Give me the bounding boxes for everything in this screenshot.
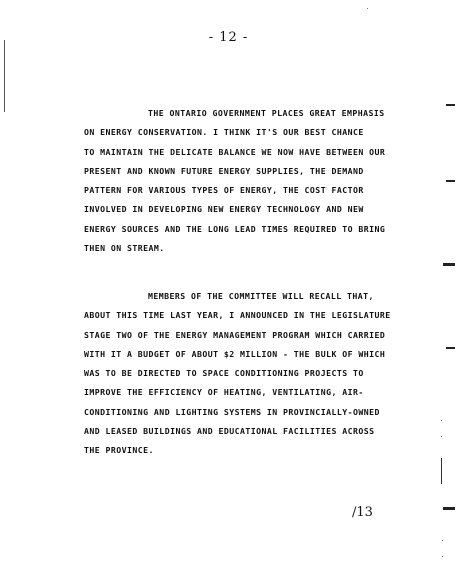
page-number: - 12 - [208, 30, 249, 45]
text-line: WITH IT A BUDGET OF ABOUT $2 MILLION - THE BULK OF WHICH [84, 348, 386, 359]
margin-tick-mark [446, 347, 455, 349]
text-line: MEMBERS OF THE COMMITTEE WILL RECALL THAT, [148, 291, 374, 301]
margin-tick-mark [443, 507, 455, 510]
text-line: ABOUT THIS TIME LAST YEAR, I ANNOUNCED IN THE LEGISLATURE [84, 310, 391, 321]
left-edge-line [4, 40, 5, 112]
text-line: INVOLVED IN DEVELOPING NEW ENERGY TECHNOLOGY AND NEW [84, 204, 364, 215]
scan-speck [441, 420, 442, 421]
text-line: ON ENERGY CONSERVATION. I THINK IT'S OUR BEST CHANCE [84, 127, 364, 138]
text-line: AND LEASED BUILDINGS AND EDUCATIONAL FACILITIES ACROSS [84, 426, 375, 437]
paragraph-energy-conservation [84, 104, 414, 258]
continuation-marker: /13 [352, 505, 373, 520]
margin-tick-mark [446, 180, 455, 182]
scan-speck [442, 556, 443, 557]
text-line: PRESENT AND KNOWN FUTURE ENERGY SUPPLIES, THE DEMAND [84, 165, 364, 176]
margin-tick-mark [446, 104, 455, 106]
text-line: PATTERN FOR VARIOUS TYPES OF ENERGY, THE COST FACTOR [84, 185, 364, 196]
text-line: WAS TO BE DIRECTED TO SPACE CONDITIONING PROJECTS TO [84, 368, 364, 379]
text-line: THE PROVINCE. [84, 445, 154, 456]
text-line: TO MAINTAIN THE DELICATE BALANCE WE NOW HAVE BETWEEN OUR [84, 146, 386, 157]
scan-speck [442, 540, 443, 541]
text-line: THE ONTARIO GOVERNMENT PLACES GREAT EMPHASIS [148, 108, 385, 118]
margin-tick-mark [443, 263, 455, 266]
text-line: ENERGY SOURCES AND THE LONG LEAD TIMES REQUIRED TO BRING [84, 223, 386, 234]
text-line: THEN ON STREAM. [84, 243, 165, 254]
paragraph-energy-management-program [84, 287, 414, 461]
margin-scan-line [441, 458, 442, 484]
text-line: STAGE TWO OF THE ENERGY MANAGEMENT PROGRAM WHICH CARRIED [84, 329, 386, 340]
scan-speck [367, 8, 368, 9]
text-line: CONDITIONING AND LIGHTING SYSTEMS IN PROVINCIALLY-OWNED [84, 406, 380, 417]
scan-speck [441, 436, 442, 437]
text-line: IMPROVE THE EFFICIENCY OF HEATING, VENTILATING, AIR- [84, 387, 364, 398]
